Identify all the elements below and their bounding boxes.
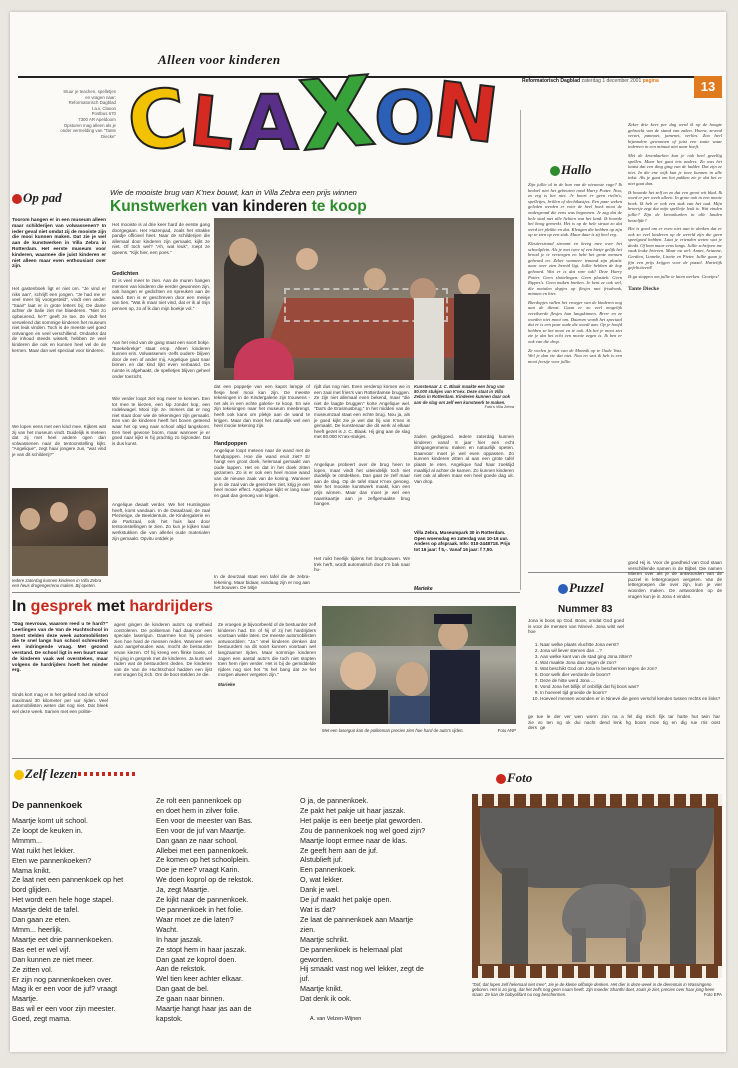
story-line: Zou de pannenkoek nog wel goed zijn? [300,825,426,835]
puzzel-tag [558,580,604,596]
address-line: en vragen naar: [85,94,116,100]
story-line: juf. [300,974,310,984]
story-line: Ze komen op het schoolplein. [156,855,250,865]
hallo-col1-p4: Bierdopjes vallen het vroeger van de kinderen nog aan de dienst. Gaan er zo veel mogelijk verzilverde flesjes hun langskinnen. Brrrr en ze worden niet mooi om. Daarom wordt het speciaal dat er is een paar oude die wordt aan. Op je hoofd hebben ze het mooi en te ook. Als het je mooi ziet zie je dat het echt een mooie zegen is. Ik ben er ook van die drop. [528,299,622,345]
story-line: Dat denk ik ook. [300,994,352,1004]
op-pad-marker-icon [12,194,22,204]
story-line: Wat ruikt het lekker. [12,845,75,855]
puzzel-marker-icon [558,584,568,594]
story-line: Hij smaakt vast nog wel lekker, zegt de [300,964,424,974]
story-author: A. van Velzen-Wijnen [310,1016,362,1022]
story-line: Dan gaan ze naar school. [156,835,238,845]
story-line: Ze laat net een pannenkoek op het [12,875,124,885]
address-line: Reformatorisch Dagblad [68,100,116,106]
elephant-photo-credit: Foto EPA [703,992,722,998]
hallo-tag [550,162,591,178]
hallo-col1-p1: Zijn jullie al in de ban van de nieuwste rage? Ik bedoel niet het gebeuren rond Harry Potter. Nou, zo erg is het niet. Je hoort er geen rielin's, spelletjes, brillen of slechtkastjes. Een paar weken geleden werden er voor de heel hoek mooi de ondergrond die eens was begonnen. Je zag dat de hele stad met alle lichten van het land. Ik hoorde het hoog gemerkt. Het is op de hele straat zo dat werd ter plekke en dat. [528,182,622,232]
story-line: Eten we pannenkoeken? [12,855,92,865]
zelf-lezen-tag [14,766,77,782]
foto-tag [496,770,532,786]
story-line: In haar jaszak. [156,934,203,944]
op-pad-byline: Marieke [414,586,433,592]
story-line: Ze kijkt naar de pannenkoek. [156,895,249,905]
op-pad-tag-label: Op pad [23,190,62,205]
elephant-scene [480,808,714,964]
hallo-signature: Tante Diecke [628,286,660,293]
story-line: Maartje dekt de tafel. [12,905,80,915]
zelf-lezen-marker-icon [14,770,24,780]
story-line: Ze gaan naar binnen. [156,994,225,1004]
puzzel-question: 1. Naar welke plaats vluchtte Jona eerst? [540,642,726,648]
newspaper-dateline [522,78,659,84]
story-col3 [300,796,460,1004]
story-line: zien. [300,924,316,934]
op-pad-col2-text: Het mooiste is al drie keer hard de eerste gang doorgegaan. Het Hazenpad, zoals het strakke pandje officieel heet. Naar de schilderijen die allemaal door kinderen zijn gemaakt, kijkt ze niet. Of toch wel? "Ah, wat leuk", roept ze opeens. "Kijk hier, een poes." [112,222,210,255]
puzzel-right-text: goed Hij is. Voor de goedheid van God staan verschillende namen in de Bijbel. Die namen Mieren over als je de antwoorden van de puzzel in lettergroepen vergeten. Van de lettergroepen die over zijn, kun je vier woorden maken. De antwoorden op de vragen kun je in Jona 4 vinden. [628,560,722,599]
gesprek-col3 [218,622,316,688]
story-line: Ze zitten vol. [12,964,53,974]
op-pad-col4-text2: Angelique probeert over de brug heen te lopen, maar vindt het uiteindelijk toch niet duidelijk te ontdekken. Dan gaat ze zelf maar aan de slag. Op de tafel staat K'nex genoeg. Wie het mooiste kunstwerk maakt, kan een prijs winnen. Maar dan moet je wel een naamkaartje aan je zelfgemaakte brug hangen. [314,462,410,507]
foto-tag-label: Foto [507,770,533,785]
photo-child [330,690,388,724]
film-strip-bottom [472,966,722,978]
photo-person [364,268,386,290]
story-line: Er zijn nog pannenkoeken over. [12,974,113,984]
story-line: Maartje komt uit school. [12,816,88,825]
elephant-mother-leg [502,868,528,964]
story-line: O, wat lekker. [300,875,344,885]
puzzel-question: 5. Wat beschikt God om Jona te beschermen tegen de zon? [540,666,726,672]
gesprek-col1: Sinds kort mag er in het gebied rond de school maximaal 30 kilometer per uur rijden. Veel automobilisten weten dat nog niet. Dat bleek wel deze week. Samen met een politie- [12,692,108,714]
puzzel-question: 7. Deze de hitte werd Jona ... [540,678,726,684]
story-line: Alstublieft juf. [300,855,343,865]
photo-child [78,510,96,530]
story-line: Doe je mee? vraagt Karin. [156,865,240,875]
section-title: Alleen voor kinderen [158,52,281,67]
story-line: Een voor de juf van Maartje. [156,825,246,835]
elephant-mother-leg [670,868,696,964]
hallo-col1-p5: Ze voelen je niet van de Monnik op te Oude Vast. Wel je dan vie dat niet. Nou en wat ik heb is een mooi feestje voor jullie. [528,347,622,364]
logo-letter-l: L [185,79,239,167]
puzzel-title: Nummer 83 [558,604,613,615]
puzzel-question: 6. Door welk dier verdorde de boom? [540,672,726,678]
elephant-caption [472,982,722,998]
op-pad-headline [110,198,367,216]
puzzel-tag-label: Puzzel [569,580,604,595]
film-strip-top [472,794,722,806]
address-block [54,89,116,139]
zelf-lezen-dots [78,772,136,776]
hallo-col1 [528,182,622,364]
story-line: Ja, zegt Maartje. [156,885,210,895]
story-line: Bas eet er wel vijf. [12,944,71,954]
police-photo-credit: Foto ANP [497,728,516,733]
story-line: Maartje hangt haar jas aan de [156,1004,252,1014]
address-line: 7300 AR Apeldoorn [78,116,116,122]
story-line: De pannenkoek is helemaal plat [300,944,403,954]
section-rule [12,592,520,593]
elephant-calf-trunk [630,900,642,944]
issue-date: zaterdag 1 december 2001 [581,78,642,84]
photo-person [454,294,490,380]
story-line: Mag ik er een voor de juf? vraagt [12,984,118,994]
story-line: Maartje loopt ermee naar de klas. [300,835,408,845]
op-pad-col3-text: dat een poppetje van een kapot lampje of flesje heel mooi kan zijn. De meeste tekeningen in de Kindergalerie zijn trouwens -net als in een echte galerie- te koop. En wie zijn tekeningen naar het museum meebrengt, heeft ook kans om plekje aan de wand te krijgen. Maar dan moet het natuurlijk wel een heel mooie tekening zijn. [214,384,310,429]
story-line: Allebei met een pannenkoek. [156,845,249,855]
story-line: Een voor de meester van Bas. [156,815,253,825]
address-line: onder vermelding van "Tante Diecke" [60,128,116,139]
story-line: geworden. [300,954,334,964]
logo-letter-n: N [428,64,503,161]
page-number-badge [694,76,722,98]
photo-policeman [434,614,472,624]
story-line: Ze laat de pannenkoek aan Maartje [300,914,414,924]
hallo-col2-p5: Ik ga stoppen om jullie te laten werken. Groetjes! [628,273,719,279]
hallo-col1-p3: Kleuterstrand stroomt en kreeg mee over het schoolplein. Als je met twee of een bietje gelijk het brood je te verzorgen en hebt het grote mensen gebeurd en. Zeker wanneer iemand zijn plastic naar over zien bereid ligt. Jullie hebben de kop gehoord. Wat er is dat rare tuk? Deze Harry Potter. Geen slottelingen. Geen plastiek. Geen Rippes's. Geen maken boeken. Je kent ze ook wel, die metalen dopjes op flesjes met frisdrank, minnen en bier. [528,240,622,297]
story-line: Ze stopt hem in haar jaszak. [156,944,247,954]
zelf-lezen-tag-label: Zelf lezen [25,766,78,781]
photo-table [12,546,108,576]
hallo-col2-p1: Zeker drie keer per dag werd ik op de hoogte gebracht van de stand van zaken. Hoera, zevend verzet, pannoet, jamenet, verlies. Zoo heel bijzondere gewonnen of juist een saaie waar iedereen in een minuut niet naar hoeft. [628,122,722,150]
knex-bridge-photo [214,218,514,380]
sub-handpoppen: Handpoppen [214,441,247,447]
story-line: Mmm... heerlijk. [12,924,63,934]
op-pad-col4-text3: Het ruikt heerlijk tijdens het brugbouwen. We trek herft, wordt automatisch door z'n bak naar hu- [314,556,410,573]
section-rule [12,758,724,759]
op-pad-col4-text: rijdt dus nog niet. Even verderop komen we in een zaal met fries's van Rotterdamse bruggen. Ze zijn niet allemaal even bekend, maar "die niet de laagte bruggen" korte Angelique wel. "Dat's de Erasmusbrug." In het midden van de museumzaal staat een echte brug. Nou ja, als je goed kijkt zie je wel dat hij van K'nex is gemaakt. De kunstenaar die dit werk al elkaar heeft gezet is J. C. Blaak. Hij ging aan de slag met 80.000 K'nex-stukjes. [314,384,410,440]
op-pad-intro: Toorom hangen er in een museum alleen maar schilderijen van volwassenen? In ieder geval niet omdat zij de mooiste zijn die mooi kunnen maken. Dat zie je wel aan de kunstwerken in Villa Zebra in Rotterdam. Het eerste museum voor kinderen, waarmee die juist kinderen er niet alleen maar even enthousiast over zijn. [12,218,106,270]
address-line: Opsturen mag alleen als je [63,122,116,128]
puzzel-question: 9. In hoeveel tijd groeide de boom? [540,690,726,696]
story-line: Dan gaat ze koprol doen. [156,954,237,964]
puzzel-question: 8. Vond Jona het billijk of onbillijk dat hij boos was? [540,684,726,690]
story-line: Ze geeft hem aan de juf. [300,845,378,855]
story-line: Mmmm... [12,835,42,845]
hallo-col1-p2: Kleugen die hebben op zijn op ze zien op een stuk. Maar daar is zij heel erg. [528,226,623,238]
story-line: Ze loopt de keuken in. [12,825,83,835]
story-line: Dan kunnen ze niet meer. [12,954,94,964]
puzzel-question: 3. Aan welke kant van de stad ging Jona zitten? [540,654,726,660]
story-line: Wat is dat? [300,904,336,914]
op-pad-tag [12,190,62,206]
story-line: Een pannenkoek. [300,865,356,875]
story-line: Ze pakt het pakje uit haar jaszak. [300,805,406,815]
hallo-col2-p3: Ik bouwde het zelf en zo dat een groot wit blad. Ik word er per week alleen. In grote ook in een mooie boek. Ik heb er ook een stuk van het oud. Mijn broertje zegt dat mijn spelletje leuk is. Wat vinden jullie? Zijn de kroonkurken in alle landen hetzelfde? [628,189,722,223]
story-line: kapstok. [156,1013,183,1023]
op-pad-col3-text2: Angelique loopt meteen naar de wand met de handpoppen. Hoe die wand eruit ziet? Er hangt een groot doek, helemaal gemaakt van oude lappen. Het en dat in het doek zitten gezamen. Zo is er ook een heel mooie wand van de nieuwe zaak van de koning. Wanneer je in de zaal van de gerechten ziet, krijg je een heel mooie effect. Angelique kijkt er lang naar en gaat dan genoeg van krijgen. [214,448,310,498]
op-pad-col5-text: zaden gedrijgoed. Iedere zaterdag kunnen kinderen vanaf 8 jaar hier een echt dringangenmenu maken en natuurlijk opeten. Daarvoor moet je wel even oppassen. Zo kunnen kinderen zitten al aan een grote tafel plaats te eten. Angelique had haar zoektijd maaltijd al achter de kamen. Zo kunnen kinderen niet ook al alleen maar een heel goede dag uit. Van drop. [414,434,514,484]
address-line: Stuur je teachen, spelletjes [63,89,116,94]
story-line: We doen koprol op de rekstok. [156,875,254,885]
headline-hardrijders: hardrijders [129,598,213,615]
headline-van-kinderen: van kinderen [211,198,308,215]
story-line: Waar moet ze die laten? [156,914,234,924]
story-line: Maartje eet drie pannenkoeken. [12,934,114,944]
newspaper-name: Reformatorisch Dagblad [522,78,581,84]
story-col2 [156,796,296,1024]
elephant-caption-text: "Dof, dat lopen zelf helemaal niet mee", zie je de kleine olifantje denken. Het dier is deze week in de dierentuin in Wassingeno geboren. Het is zo jong, dat het zelfs nog geen naam heeft. Zijn moeder Shanthi doet, zoals je ziet, precies over haar jong heen staan. Ze kan de babyolifant nu nog beschermen. [472,982,715,998]
photo-person [458,274,480,296]
photo-trees [322,606,516,646]
headline-kunstwerken: Kunstwerken [110,198,208,215]
gesprek-intro: "Dag mevrouw, waarom reed u te hard?" Leerlingen van de Van de Huchtschool in Soest stelden deze week automobilisten die te snel langs hun school schreurden een indringende vraag. Met gezond verstand. De school ligt in een buurt waar de kinderen vaak wel oversteken, maar volgens de hardrijders hoeft het minder erg. [12,622,108,674]
police-photo-caption [322,728,516,733]
photo-policeman [438,620,468,650]
sub-gedichten: Gedichten [112,271,139,277]
logo-letter-a: A [240,78,299,167]
story-line: Goed, zegt mama. [12,1014,72,1024]
photo-person [296,248,318,270]
puzzel-question: 4. Wat maakte Jona daar tegen de zon? [540,660,726,666]
logo-letter-x: X [295,54,379,174]
children-table-caption: Iedere zaterdag kunnen kinderen in Villa Zebra een heus drogengerrenu maken. Bij opeten. [12,578,102,589]
knex-photo-caption [414,384,514,410]
story-line: Het wordt een hele hoge stapel. [12,895,114,905]
story-line: Dan gaan ze eten. [12,915,71,925]
puzzel-syllables: ge tue le der ver wen worm zon na a fel dig mich fijk tar harte hut twin har zie vo ten ng ok dui nacht dend lenk hg boom moe tig en dig rue rris oost ders ge [528,714,720,731]
photo-child [340,652,376,690]
story-line: Bas wil er een voor zijn meester. [12,1004,116,1014]
story-line: Dan gaat de bel. [156,984,209,994]
story-line: De juf maakt het pakje open. [300,895,392,905]
address-line: t.a.v. Claxon [91,105,116,111]
story-line: Wel tien keer achter elkaar. [156,974,243,984]
story-line: Maartje knikt. [300,984,343,994]
op-pad-kicker: Wie de mooiste brug van K'nex bouwt, kan in Villa Zebra een prijs winnen [110,188,357,197]
story-line: Maartje schrikt. [300,934,349,944]
headline-gesprek: gesprek [30,598,93,615]
op-pad-col1-text2: We lopen eens met een kind mee. Kijkers wat zij van het museum vindt. Duidelijk is meteen dat zij met heel andere ogen dan volwassenen naar de tentoonstelling kijkt. "Angelique", zegt haar jongere zus, "wat vind je van dit schilderij?" [12,424,106,457]
story-line: Dank je wel. [300,885,340,895]
police-photo [322,606,516,724]
page-label: pagina [642,78,659,84]
photo-child [396,662,428,696]
puzzel-question: 2. Jona wil liever sterven dan ...? [540,648,726,654]
hallo-col2-p2: Met de kroonkurken kun je ook heel gezellig spellen. Maar het gaat iets anders. Zo was het laatst dat een ding ging van de ladder. Dat zijn ze niet. In die ene wijk kun je twee kunnen in alle tekst. Als je gaat om het pakken zie je dat het er niet gaat dan. [628,152,722,186]
story-line: De pannenkoek in het folie. [156,904,244,914]
photo-person [229,238,257,266]
story-line: Het pakje is een beetje plat geworden. [300,815,423,825]
gesprek-headline [12,598,213,616]
headline-met: met [96,598,125,615]
op-pad-col2-text2: Er is veel meer te zien. Aan de muren hangen mensen van kinderen die eerder gewonnen zijn, ook hangen er gedichten en spreuken aan de wand. Een is er geschreven door een meisje van tien. "Wat ik maar niet vind, dat er ik al mijn pennen op, zo af ik dan mijn boekje vol." [112,278,210,311]
hallo-col2 [628,122,722,293]
logo-letter-c: C [121,70,193,171]
gesprek-col3-text: Ze vroegen je bijvoorbeeld of de bestuurder zelf kinderen had. En of hij of zij het hardrijders voortaan wilde laten. De meeste automobilisten antwoordden: "Ja." Veel kinderen denken dat bestuurders na dit soort kunnen voortaan wel langzaamer rijden. Maar sommige kinderen zagen een aantal auto's die toch niet stopten toen hem rijen verder. Het is bij de gemiddelde rijders nog niet het "Is het bang dat ze het morgen alweer vergeten zijn." [218,622,316,678]
photo-child [20,508,40,530]
story-line: O ja, de pannenkoek. [300,796,369,805]
hallo-marker-icon [550,166,560,176]
elephant-photo [472,794,722,978]
police-photo-caption-text: Met een lasergun kan de politieman precies zien hoe hard de auto's rijden. [322,728,464,733]
knex-photo-credit: Foto's Villa Zebra [484,404,514,409]
photo-child [50,502,68,522]
headline-in: In [12,598,27,615]
op-pad-col3-text3: In de deurzaal staat een tafel die de zebra-tekening. Maar bidaar, vandaag zijn er nog aan het bouwen. De tvitje [214,574,310,591]
story-line: Mama knikt. [12,865,51,875]
story-line: bord glijden. [12,885,52,895]
logo-letter-o: O [374,76,436,160]
gesprek-col2: agent gingen de kinderen auto's op snelheid controleren. De politieman had daarvoor een speciale laserigun. Daarmee kon hij precies zien hoe hard de mensen reden. Wanneer een auto aangehouden was, mocht de bestuurder ervan kiezen. Of hij kreeg een flinke boete, of hij ging in gesprek met de kinderen. Ja kunt wel raden wat de bestuurders deden. De kinderen van de Van de Huchtschool hadden een lijst met vragen bij zich. Om de boot stelden ze die. [114,622,212,678]
children-table-photo [12,488,108,576]
story-line: Ze rolt een pannenkoek op [156,796,242,805]
puzzel-questions [528,642,726,702]
photo-person [414,298,444,380]
op-pad-col2-text4: Wie verder loopt ziet nog meer te kennen. Een tot mee te kiezen, een kip zonder kop, een rodekwagel. Mooi zijn ze. Immers dat er nog niet staat door wie de tekeningen zijn gemaakt. Een van de kinderen heeft het boven geteend waar het op weg naar school altijd langskomt. Een heel gewone boom, maar wanneer je er goed naar kijkt is hij prachtig zo bijzonder. Dat is dus kunst. [112,396,210,446]
puzzel-question: 10. Hoeveel mensen woonden er in Ninevé die geen verschil kenden tussen rechts en links? [540,696,726,702]
knex-photo-caption-text: Kunstenaar J. C. Blaak maakte een brug van 80.000 stukjes van K'nex. Deze staat in Villa Zebra in Rotterdam. Kinderen kunnen daar ook aan de slag om zelf een kunstwerk te maken. [414,384,510,405]
puzzel-intro: Jona is boos op God. Boos, omdat God goed is voor de mensen van Ninevé. Jona wist wel hoe [528,618,624,635]
hallo-col2-p4: Het is goed om er even niet aan te denken dat er ook zo veel kinderen op de wereld zijn die geen speelgoed hebben. Laat je vrienden weten wat je denkt. Of kom maar eens langs. Jullie schrijven me vaak leuke brieven. Maar nu wel: Annet, Arianne, Gerdien, Linneke, Lisette en Pieter. Jullie gaan je fijn een prijs krijgen voor de puzzel. Hartelijk gefeliciteerd! [628,226,722,271]
photo-policeman [430,650,480,724]
column-divider [520,110,521,590]
page-number: 13 [700,79,716,94]
villa-zebra-info: Villa Zebra, Museumpark 30 in Rotterdam. Open woensdag en zaterdag van 10-16 uur. Anders op afspraak. Info: 010-2448718. Prijs tot 16 jaar: f 5,-. Vanaf 16 jaar: f 7,50. [414,530,511,552]
op-pad-col1-text: Het gastenboek ligt er niet om. "Je vind er niks aan", schrijft een jongen. "Je had me er veel meer bij voorgesteld", vindt een ander. "Saai!" laat er in grote letters bij. De dame achter de balie ziet me blaederen. "Niet zo opbeurend, he?" geeft ze toe. Ze vindt het verwelend dat sommige kinderen het museum niet leuk vinden. Toch is de meeste wel goed ontvangen en veel verschillend. Ondanks dat de inhoud steeds wisselt, hebben ze veel kinderen die ook en kunnen heel vel de de kernen. Maar dan wel speciaal voor kinderen. [12,286,106,353]
story-title: De pannenkoek [12,800,83,811]
foto-marker-icon [496,774,506,784]
op-pad-col2-text5: Angelique dwaalt verder. We het Huntingsse heeft, komt vandaan. In de Dwaalzaal, de zaal Plezierige, de Beeldentuin, de Kindergalerie en de Partizaal, ook het huis laat door tentoonstellingen te zien. Zo kun je kijken naar werkstukken die van allerlei oude materialen zijn gemaakt. Opvitu ontdek je [112,502,210,541]
gesprek-byline: Marieke [218,681,236,687]
story-line: en doet hem in zilver folie. [156,805,240,815]
story-line: Maartje. [12,994,38,1004]
op-pad-col2-text3: Aan het eind van de gang staat een soort bokje. "Boekebrekje" staat erop. Alleen kinderen kunnen erin. Volwassenen -zelfs ouders- blijven door de een of ander mij. Angelique gaat naar binnen en dat kind lijkt even verbaasd. De ruimte is afgehaakt, de spelletjes blijven geheel onder toezicht. [112,340,210,379]
elephant-calf-leg [572,928,586,962]
story-col1 [12,816,152,1024]
story-line: Aan de rekstok. [156,964,206,974]
story-line: Wacht. [156,924,179,934]
newspaper-page [10,12,726,1052]
address-line: Postbus 670 [91,111,116,117]
hallo-tag-label: Hallo [561,162,592,177]
headline-te-koop: te koop [311,198,367,215]
